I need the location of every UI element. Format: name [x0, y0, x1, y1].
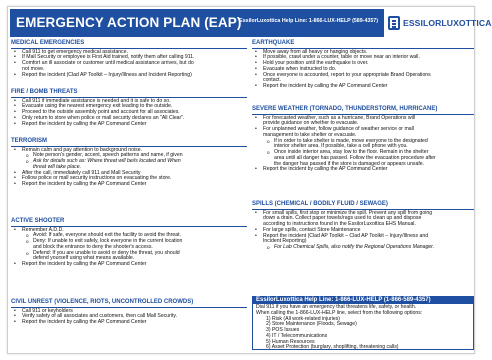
section-severe-weather [252, 106, 474, 173]
logo-text: ESSILORLUXOTTICA [403, 18, 492, 28]
list-item: • Remain calm and pay attention to background noise. [11, 148, 247, 154]
list-item: • Report the incident by calling the AP Command Center [252, 167, 474, 173]
list-subitem-continuation: area until all danger has passed. Follow the evacuation procedure after [274, 154, 436, 161]
list-item-continuation: Incident Reporting) [263, 238, 307, 245]
header-helpline: EssilorLuxottica Help Line: 1-866-LUX-HELP (589-4357) [239, 18, 378, 24]
section-heading: TERRORISM [11, 138, 247, 147]
section-medical-emergencies [11, 40, 247, 78]
list-item: • If Mall Security or employee is First Aid trained, notify them after calling 911. [11, 55, 247, 61]
section-terrorism [11, 138, 247, 188]
list-subitem: o Defend: If you are unable to avoid or deny the threat, you should [11, 251, 247, 257]
list-item: • Comfort an ill associate or customer until medical assistance arrives, but do [11, 61, 247, 67]
section-heading: SPILLS (CHEMICAL / BODILY FLUID / SEWAGE) [252, 201, 474, 210]
list-subitem: o Deny: If unable to exit safely, lock everyone in the current location [11, 239, 247, 245]
list-item-continuation: not move. [22, 65, 45, 72]
essilorluxottica-logo-icon [388, 16, 400, 30]
helpline-box [252, 296, 474, 350]
list-subitem-continuation: and block the entrance to deny the shooter's access. [33, 243, 153, 250]
section-heading: ACTIVE SHOOTER [11, 218, 247, 227]
list-item: • Follow police or mall security instructions on evacuating the store. [11, 176, 247, 182]
list-item-continuation: provide guidance on whether to evacuate. [263, 120, 359, 127]
helpline-intro: When calling the 1-866-LUX-HELP line, select from the following options: [256, 309, 423, 316]
list-item: • If possible, crawl under a counter, table or move near an interior wall. [252, 55, 474, 61]
helpline-option: 2) Store Maintenance (Floods, Sewage) [266, 321, 357, 328]
section-heading: FIRE / BOMB THREATS [11, 89, 247, 98]
list-item-continuation: according to instructions found in the EssilorLuxottica EHS Manual. [263, 221, 416, 227]
list-item: • Call 911 to get emergency medical assistance. [11, 50, 247, 56]
list-item: • Report the incident by calling the AP Command Center [11, 182, 247, 188]
list-subitem-continuation: threat will take place. [33, 163, 82, 170]
helpline-option: 1) Risk (All work-related injuries) [266, 315, 340, 322]
helpline-option: 3) POS Issues [266, 327, 300, 333]
helpline-box-body [253, 304, 473, 351]
list-item: • After the call, immediately call 911 and Mall Security [11, 171, 247, 177]
section-civil-unrest [11, 299, 247, 326]
section-fire-bomb-threats [11, 89, 247, 127]
list-item: • Call 911 if immediate assistance is needed and it is safe to do so. [11, 99, 247, 105]
list-subitem: o Note person's gender, accent, speech patterns and name, if given [11, 153, 247, 159]
helpline-option: 4) IT / Telecommunications [266, 332, 328, 339]
list-item: • Verify safety of all associates and customers, then call Mall Security. [11, 314, 247, 320]
list-item: • Once everyone is accounted, report to your appropriate Brand Operations [252, 73, 474, 79]
helpline-intro: Dial 911 if you have an emergency that threatens life, safety, or health. [256, 304, 417, 310]
list-item: • Report the incident (Clad AP Toolkit – Injury/Illness and Incident Reporting) [11, 73, 247, 79]
list-item: • For large spills, contact Store Maintenance [252, 228, 474, 234]
list-subitem-continuation: defend yourself using what means available. [33, 255, 135, 262]
list-item-continuation: contact. [263, 77, 282, 84]
list-item: • Report the incident by calling the AP Command Center [11, 320, 247, 326]
helpline-option: 5) Human Resources [266, 338, 315, 345]
list-item: • Evacuate using the nearest emergency exit leading to the outside. [11, 104, 247, 110]
list-item-continuation: management to take shelter or evacuate. [263, 131, 357, 138]
list-item: • Hold your position until the earthquake is over. [252, 61, 474, 67]
list-subitem: o For Lab Chemical Spills, also notify the Regional Operations Manager. [252, 245, 474, 251]
section-heading: CIVIL UNREST (VIOLENCE, RIOTS, UNCONTROLLED CROWDS) [11, 299, 247, 308]
list-subitem: o Once inside interior area, stay low to the floor. Remain in the shelter [252, 150, 474, 156]
list-item: • Remember A.D.D. [11, 228, 247, 234]
list-item: • Report the incident by calling the AP Command Center [11, 122, 247, 128]
list-item: • Report the incident by calling the AP Command Center [252, 84, 474, 90]
list-item: • Report the incident (Clad AP Toolkit – Clad AP Toolkit – Injury/Illness and [252, 234, 474, 240]
helpline-box-heading: EssilorLuxottica Help Line: 1-866-LUX-HELP (1-866-589-4357) [253, 297, 473, 304]
section-active-shooter [11, 218, 247, 268]
helpline-option: 6) Asset Protection (burglary, shoplifting, threatening calls) [266, 344, 399, 351]
section-earthquake [252, 40, 474, 90]
list-item-continuation: down a drain. Collect paper towels/rags used to clean up and dispose [263, 215, 422, 222]
brand-logo [388, 14, 492, 34]
list-item: • Call 911 or keyholders [11, 309, 247, 315]
list-item: • For forecasted weather, such as a hurricane, Brand Operations will [252, 116, 474, 122]
list-item: • For small spills, first stop or minimize the spill. Prevent any spill from going [252, 211, 474, 217]
list-item: • Move away from all heavy or hanging objects. [252, 50, 474, 56]
header-bar [10, 9, 384, 37]
list-item: • Report the incident by calling the AP Command Center [11, 262, 247, 268]
list-item: • Proceed to the outside assembly point and account for all associates. [11, 110, 247, 116]
section-heading: EARTHQUAKE [252, 40, 474, 49]
section-heading: MEDICAL EMERGENCIES [11, 40, 247, 49]
list-subitem: o Ask for details such as: Where threat will be/is located and When [11, 159, 247, 165]
section-heading: SEVERE WEATHER (TORNADO, THUNDERSTORM, HURRICANE) [252, 106, 474, 115]
list-subitem: o If in order to take shelter is made, move everyone to the designated [252, 139, 474, 145]
list-item: • For unplanned weather, follow guidance of weather service or mall [252, 127, 474, 133]
eap-document [7, 6, 492, 354]
list-subitem-continuation: the danger has passed if the store is damaged or appears unsafe. [274, 160, 425, 167]
page-title: EMERGENCY ACTION PLAN (EAP) [16, 15, 242, 30]
list-subitem: o Avoid: If safe, everyone should exit the facility to avoid the threat. [11, 233, 247, 239]
section-spills [252, 201, 474, 251]
list-item: • Evacuate when instructed to do. [252, 67, 474, 73]
list-subitem-continuation: interior shelter area. If possible, take a cell phone with you. [274, 143, 408, 150]
list-item: • Only return to store when police or mall security declares an "All Clear". [11, 116, 247, 122]
